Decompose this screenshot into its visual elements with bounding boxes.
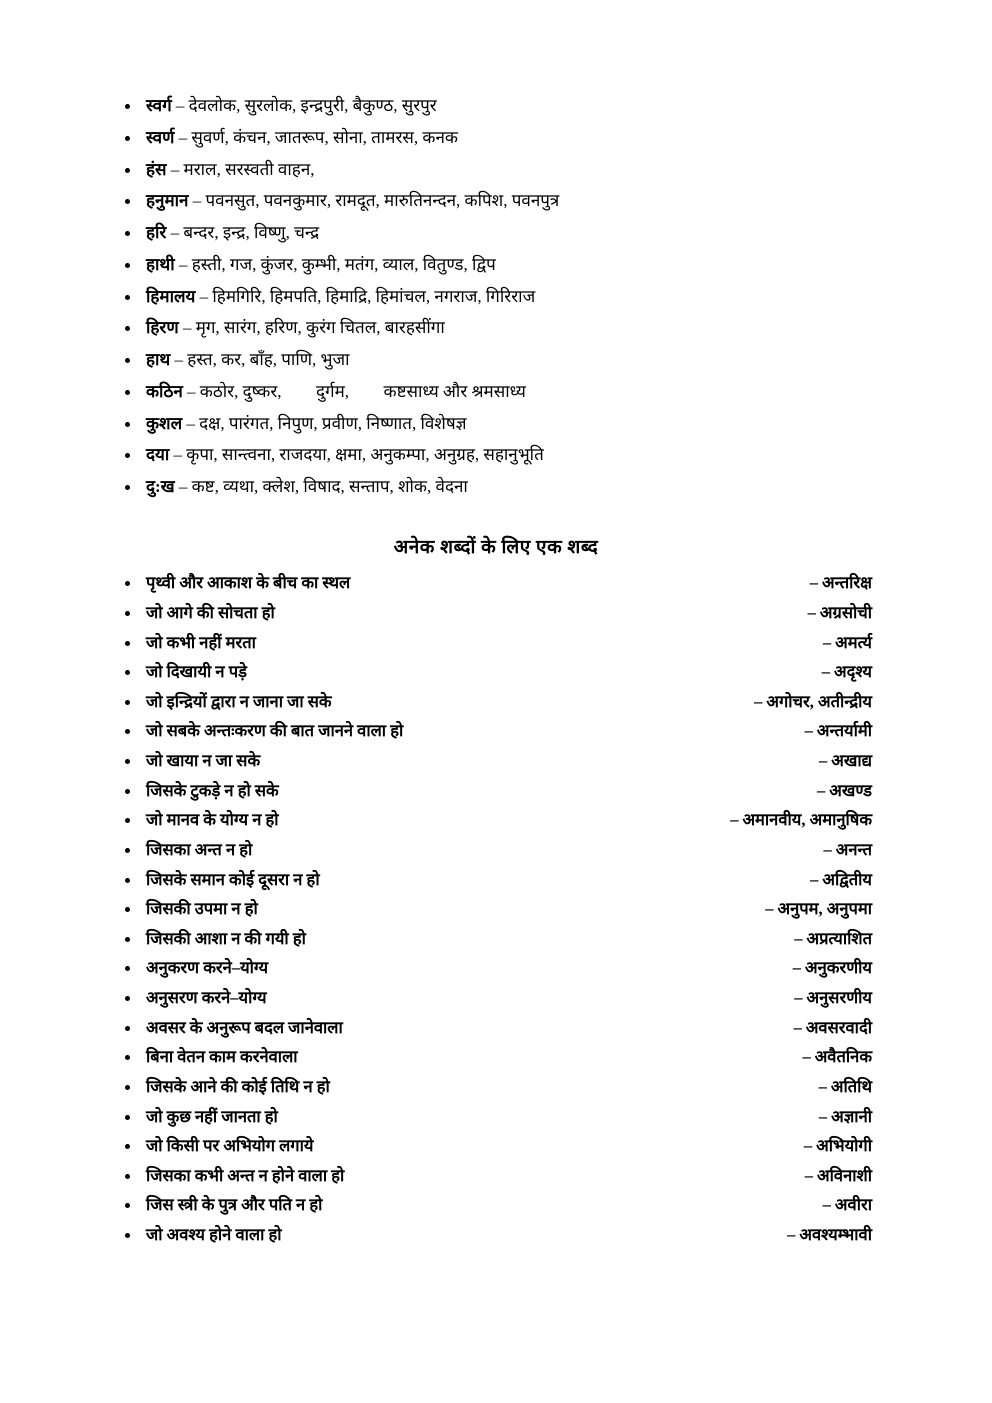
answer-text: अवसरवादी [805,1017,872,1037]
synonym-meanings: कृपा, सान्त्वना, राजदया, क्षमा, अनुकम्पा, अनुग्रह, सहानुभूति [186,445,544,465]
answer-text: अवीरा [834,1195,872,1215]
synonym-meanings: कठोर, दुष्कर, [199,381,282,401]
list-item [120,988,872,1009]
answer-text: अप्रत्याशित [806,928,872,948]
dash: – [186,413,195,433]
synonym-meanings: हिमगिरि, हिमपति, हिमाद्रि, हिमांचल, नगराज, गिरिराज [212,286,536,306]
dash: – [187,381,196,401]
answer [794,988,872,1009]
list-item [120,1047,872,1068]
list-item [120,159,872,180]
phrase: जो आगे की सोचता हो [146,602,275,622]
answer [765,899,872,920]
section-heading: अनेक शब्दों के लिए एक शब्द [393,537,599,559]
phrase: जिसकी उपमा न हो [146,899,258,919]
phrase: जो कभी नहीं मरता [146,632,256,652]
answer [754,692,872,713]
phrase: जिसका कभी अन्त न होने वाला हो [146,1165,345,1185]
answer-text: अनन्त [835,839,872,859]
dash: – [792,958,802,978]
list-item [120,254,872,275]
list-item [120,317,872,338]
answer-text: अग्रसोची [819,602,872,622]
list-item [120,1018,872,1039]
one-word-substitution-list [120,573,872,1245]
dash: – [173,445,183,465]
dash: – [804,721,813,741]
synonym-meanings: कष्ट, व्यथा, क्लेश, विषाद, सन्ताप, शोक, वेदना [191,477,468,496]
dash: – [170,223,180,242]
synonym-meanings-3: कष्टसाध्य और श्रमसाध्य [383,381,526,401]
answer-text: अन्तर्यामी [816,721,872,741]
synonym-meanings: हस्त, कर, बाँह, पाणि, भुजा [187,350,350,369]
dash: – [821,662,831,682]
synonym-meanings: मराल, सरस्वती वाहन, [183,159,315,179]
answer-text: अनुसरणीय [806,988,872,1007]
answer [805,1166,872,1187]
list-item [120,573,872,594]
list-item [120,751,872,772]
list-item [120,444,872,465]
answer-text: अखण्ड [829,780,872,800]
headword: हरि [146,223,167,242]
phrase: जो किसी पर अभियोग लगाये [146,1136,314,1156]
headword: स्वर्ग [146,96,172,115]
answer [819,751,872,772]
dash: – [794,988,803,1007]
answer [819,1107,872,1128]
dash: – [787,1225,796,1244]
list-item [120,381,872,402]
headword: हाथी [146,254,175,274]
answer-text: अमानवीय, अमानुषिक [742,810,872,830]
list-item [120,1195,872,1216]
synonym-meanings-2: दुर्गम, [316,381,350,401]
headword: हनुमान [146,191,189,211]
dash: – [804,1165,814,1185]
dash: – [178,477,188,496]
answer [810,573,872,594]
answer-text: अज्ञानी [831,1106,872,1126]
answer-text: अतिथि [830,1076,872,1096]
phrase: जिसके समान कोई दूसरा न हो [146,869,320,889]
phrase: जो मानव के योग्य न हो [146,810,279,830]
dash: – [765,899,774,919]
phrase: बिना वेतन काम करनेवाला [146,1047,298,1067]
headword: दया [146,445,170,465]
dash: – [818,1106,828,1126]
dash: – [822,632,832,652]
phrase: जो खाया न जा सके [146,751,261,770]
phrase: पृथ्वी और आकाश के बीच का स्थल [146,573,351,593]
answer-text: अन्तरिक्ष [822,573,872,593]
list-item [120,958,872,979]
phrase: जिसके टुकड़े न हो सके [146,780,279,800]
dash: – [175,96,185,115]
list-item [120,222,872,243]
list-item [120,286,872,307]
synonym-meanings: देवलोक, सुरलोक, इन्द्रपुरी, बैकुण्ठ, सुरपुर [188,96,437,115]
dash: – [818,751,828,770]
synonym-meanings: मृग, सारंग, हरिण, कुरंग चितल, बारहसींगा [195,318,445,338]
phrase: जो इन्द्रियों द्वारा न जाना जा सके [146,691,332,711]
headword: हाथ [146,350,171,369]
list-item [120,1166,872,1187]
list-item [120,781,872,802]
synonym-meanings: हस्ती, गज, कुंजर, कुम्भी, मतंग, व्याल, वितुण्ड, द्विप [191,254,496,274]
answer [802,1047,872,1068]
answer [823,633,872,654]
answer [810,870,872,891]
headword: हंस [146,159,167,179]
answer [794,1018,872,1039]
answer [730,810,872,831]
dash: – [818,1076,827,1096]
answer-text: अवैतनिक [814,1047,872,1067]
answer [787,1225,872,1246]
headword: हिमालय [146,286,196,306]
phrase: जो अवश्य होने वाला हो [146,1225,282,1244]
dash: – [199,286,209,306]
dash: – [174,350,184,369]
dash: – [807,602,816,622]
phrase: जो दिखायी न पड़े [146,662,247,682]
answer [817,781,872,802]
dash: – [170,159,180,179]
dash: – [823,839,832,859]
phrase: जिस स्त्री के पुत्र और पति न हो [146,1195,323,1215]
dash: – [730,810,739,830]
dash: – [192,191,202,211]
phrase: जिसकी आशा न की गयी हो [146,928,306,948]
answer-text: अवश्यम्भावी [799,1225,872,1244]
phrase: जिसके आने की कोई तिथि न हो [146,1076,330,1096]
list-item [120,840,872,861]
list-item [120,870,872,891]
answer [808,603,872,624]
list-item [120,929,872,950]
dash: – [802,1047,811,1067]
answer [823,840,872,861]
answer [794,929,872,950]
list-item [120,692,872,713]
list-item [120,721,872,742]
answer-text: अखाद्य [831,751,872,770]
headword: स्वर्ण [146,127,175,147]
phrase: अनुकरण करने–योग्य [146,958,269,978]
headword: हिरण [146,318,179,338]
synonym-meanings: सुवर्ण, कंचन, जातरूप, सोना, तामरस, कनक [191,127,458,147]
list-item [120,190,872,211]
answer [819,1077,872,1098]
answer [793,958,872,979]
synonym-meanings: दक्ष, पारंगत, निपुण, प्रवीण, निष्णात, विशेषज्ञ [199,413,467,433]
synonym-meanings: बन्दर, इन्द्र, विष्णु, चन्द्र [183,223,320,242]
dash: – [182,318,192,338]
dash: – [803,1136,813,1156]
list-item [120,603,872,624]
dash: – [809,573,819,593]
dash: – [793,1017,802,1037]
list-item [120,349,872,370]
answer [822,662,872,683]
answer-text: अगोचर, अतीन्द्रीय [766,691,872,711]
answer-text: अविनाशी [817,1165,872,1185]
answer-text: अद्वितीय [822,869,872,889]
headword: दु:ख [146,477,175,496]
dash: – [794,928,803,948]
list-item [120,633,872,654]
phrase: जो सबके अन्तःकरण की बात जानने वाला हो [146,721,404,741]
answer [804,1136,872,1157]
dash: – [754,691,763,711]
dash: – [822,1195,831,1215]
synonyms-list [120,95,872,497]
phrase: अवसर के अनुरूप बदल जानेवाला [146,1017,343,1037]
list-item [120,127,872,148]
answer-text: अभियोगी [816,1136,872,1156]
answer [805,721,872,742]
dash: – [810,869,819,889]
headword: कुशल [146,413,183,433]
dash: – [816,780,826,800]
phrase: अनुसरण करने–योग्य [146,988,267,1007]
dash: – [178,254,188,274]
list-item [120,810,872,831]
list-item [120,1136,872,1157]
list-item [120,413,872,434]
list-item [120,1107,872,1128]
synonym-meanings: पवनसुत, पवनकुमार, रामदूत, मारुतिनन्दन, कपिश, पवनपुत्र [205,191,560,211]
answer-text: अदृश्य [834,662,872,682]
phrase: जो कुछ नहीं जानता हो [146,1106,278,1126]
list-item [120,1225,872,1246]
headword: कठिन [146,381,183,401]
phrase: जिसका अन्त न हो [146,839,253,859]
answer-text: अनुपम, अनुपमा [777,899,872,919]
answer-text: अमर्त्य [835,632,872,652]
list-item [120,476,872,497]
answer-text: अनुकरणीय [805,958,872,978]
list-item [120,899,872,920]
answer [823,1195,872,1216]
dash: – [178,127,188,147]
list-item [120,1077,872,1098]
list-item [120,662,872,683]
list-item [120,95,872,116]
